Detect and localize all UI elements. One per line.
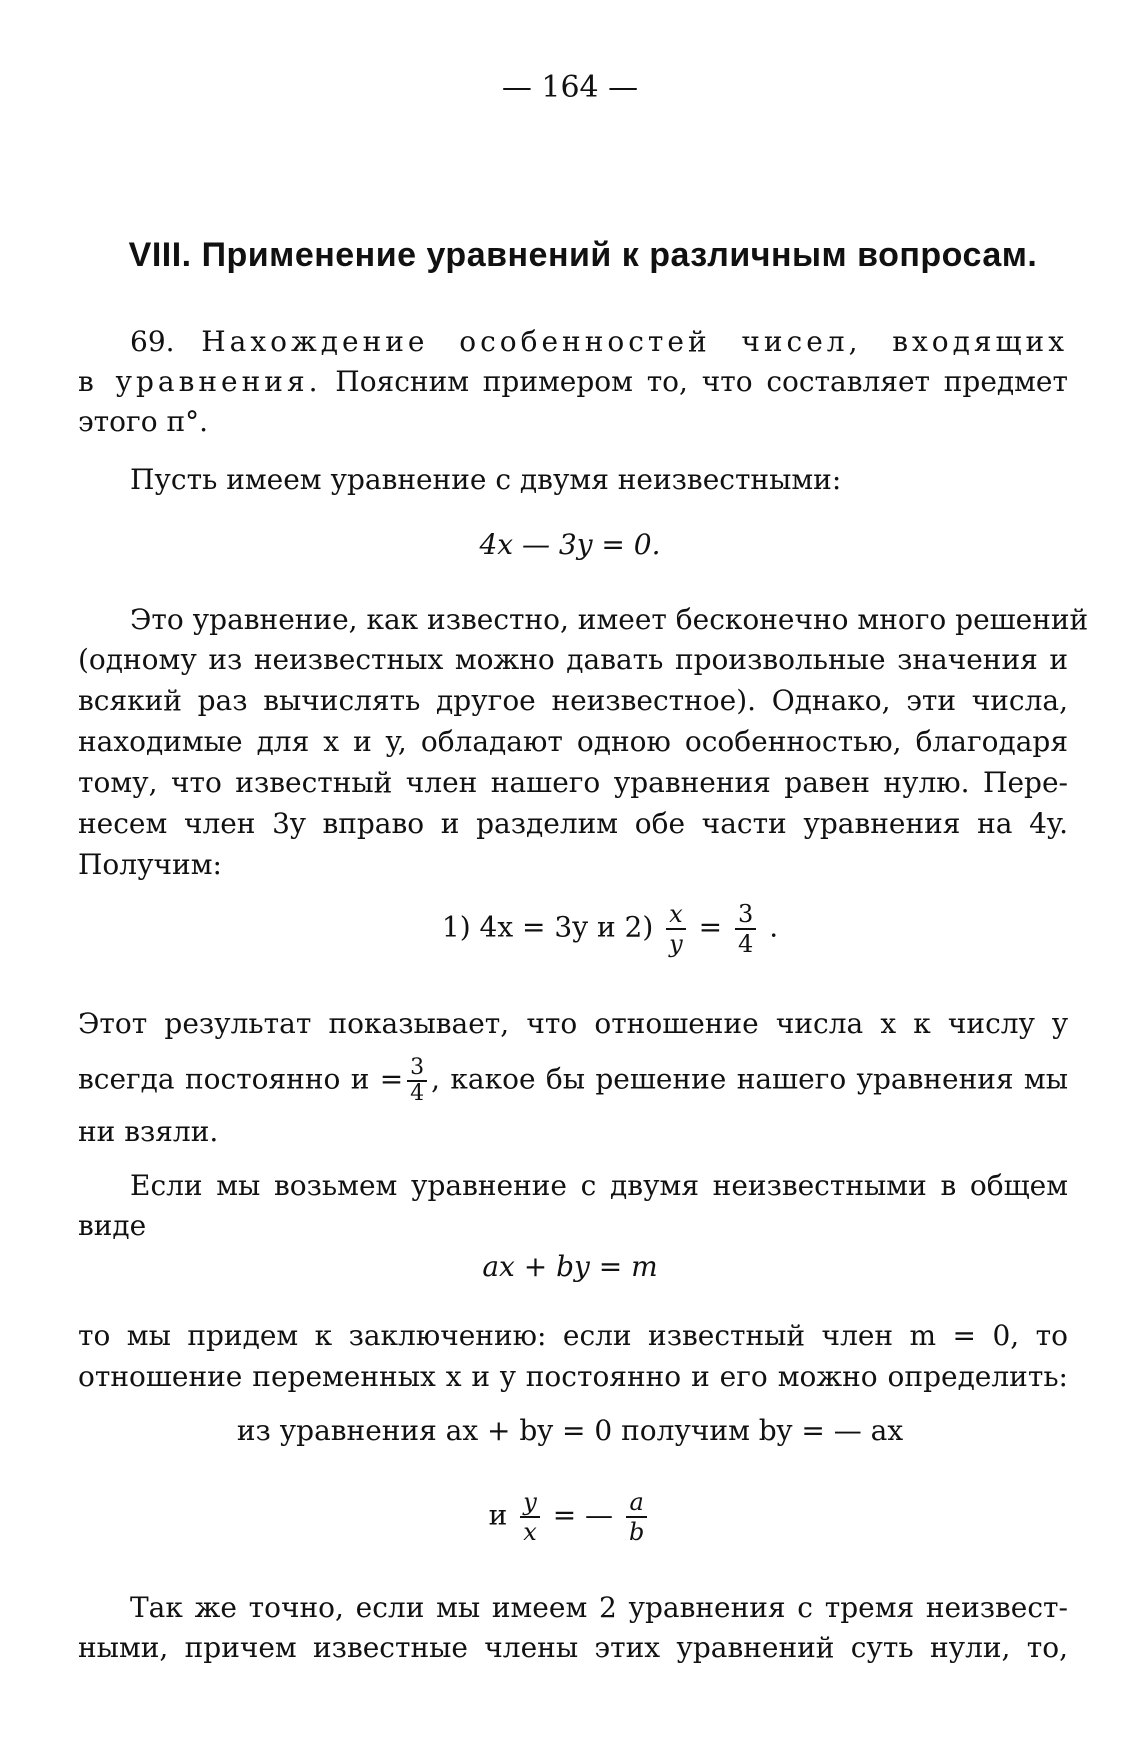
body4-line1: то мы придем к заключению: если известный член m = 0, то <box>78 1319 1068 1352</box>
fraction-a-numerator <box>626 1488 647 1518</box>
para69-line3: этого п°. <box>78 405 209 438</box>
fraction-x-over-y <box>666 900 686 958</box>
fraction-y-over-x <box>520 1488 540 1546</box>
body2-line1: Этот результат показывает, что отношение числа x к числу y <box>78 1007 1068 1040</box>
fraction-y-numerator <box>520 1488 540 1518</box>
inline-fraction-denominator: 4 <box>410 1081 425 1106</box>
general-equation <box>0 1250 1140 1283</box>
body2-line2-part-a: всегда постоянно и = <box>78 1062 404 1096</box>
body4-line2: отношение переменных x и y постоянно и его можно определить: <box>78 1360 1068 1393</box>
body5-line2: ными, причем известные члены этих уравнений суть нули, то, <box>78 1631 1068 1664</box>
body1-line6: несем член 3y вправо и разделим обе части уравнения на 4y. <box>78 807 1068 840</box>
equation-4x-3y <box>0 528 1140 561</box>
para69-line1 <box>130 322 1068 362</box>
fraction-x-numerator-text: x <box>669 900 683 928</box>
fraction-x-numerator <box>666 900 686 930</box>
equation-result-equals: = <box>698 910 723 944</box>
body3-line1: Если мы возьмем уравнение с двумя неизвестными в общем <box>130 1169 1068 1202</box>
equation-result-tail: . <box>769 910 779 944</box>
fraction-x-denominator-text: x <box>523 1518 537 1546</box>
body5-line1: Так же точно, если мы имеем 2 уравнения с тремя неизвест- <box>130 1591 1068 1624</box>
body2-line2 <box>78 1056 1068 1106</box>
page-number: — 164 — <box>501 70 639 105</box>
inline-fraction-numerator: 3 <box>407 1056 427 1082</box>
inline-fraction-three-quarters <box>407 1056 427 1106</box>
equation-4x-3y-text: 4x — 3y = 0. <box>479 528 661 561</box>
fraction-a-over-b <box>626 1488 647 1546</box>
body1-line1: Это уравнение, как известно, имеет бесконечно много решений <box>130 603 1089 636</box>
section-title: VIII. Применение уравнений к различным вопросам. <box>128 236 1038 274</box>
equation-result-part1: 1) 4x = 3y и 2) <box>441 910 654 944</box>
body1-line5: тому, что известный член нашего уравнения равен нулю. Пере- <box>78 766 1068 799</box>
body1-line3: всякий раз вычислять другое неизвестное). Однако, эти числа, <box>78 684 1068 717</box>
fraction-4-denominator: 4 <box>738 930 754 958</box>
body2-line2-part-b: , какое бы решение нашего уравнения мы <box>431 1062 1068 1096</box>
fraction-y-denominator <box>666 930 686 958</box>
intro-line1: Пусть имеем уравнение с двумя неизвестными: <box>130 463 842 496</box>
body1-line7: Получим: <box>78 848 222 881</box>
para69-line2 <box>78 362 1068 402</box>
equation-final <box>0 1488 1140 1546</box>
fraction-b-denominator-text: b <box>628 1518 645 1546</box>
body1-line4: находимые для x и y, обладают одною особенностью, благодаря <box>78 725 1068 758</box>
fraction-a-numerator-text: a <box>629 1488 644 1516</box>
para69-heading-part2: в уравнения. <box>78 365 322 398</box>
equation-result <box>40 900 1140 958</box>
body4-line3: из уравнения ax + by = 0 получим by = — ax <box>236 1414 904 1447</box>
body1-line2: (одному из неизвестных можно давать произвольные значения и <box>78 643 1068 676</box>
fraction-b-denominator <box>626 1518 647 1546</box>
fraction-y-numerator-text: y <box>523 1488 537 1516</box>
body3-line2: виде <box>78 1209 147 1242</box>
body2-line3: ни взяли. <box>78 1115 219 1148</box>
fraction-x-denominator <box>520 1518 540 1546</box>
fraction-y-denominator-text: y <box>669 930 683 958</box>
para69-text-part1: Поясним примером то, что составляет предмет <box>335 365 1068 398</box>
fraction-3-numerator: 3 <box>735 900 756 930</box>
fraction-three-quarters <box>735 900 756 958</box>
para69-heading-part1: Нахождение особенностей чисел, входящих <box>201 325 1068 358</box>
equation-final-equals: = — <box>552 1498 614 1532</box>
para69-number: 69. <box>130 325 175 358</box>
equation-final-prefix: и <box>488 1498 508 1532</box>
general-equation-text: ax + by = m <box>482 1250 658 1283</box>
